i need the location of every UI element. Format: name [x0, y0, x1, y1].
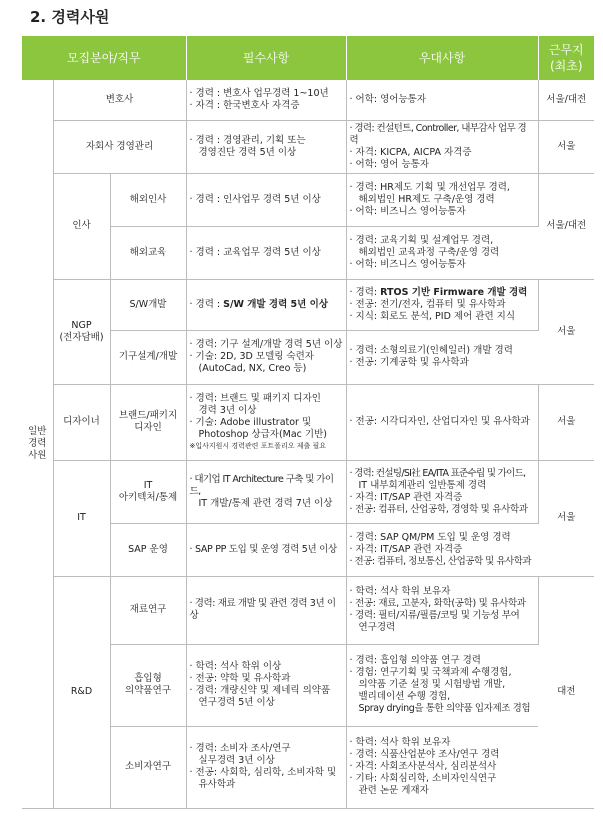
text-line: · 기술: Adobe illustrator 및: [189, 417, 312, 428]
preferred-cell: [346, 384, 538, 460]
group-label: 일반 경력 사원: [22, 80, 53, 808]
required-cell: [186, 644, 346, 726]
text-line: · 경력: 재료 개발 및 관련 경력 3년 이상: [189, 598, 336, 621]
text-line: 해외법인 교육과정 구축/운영 경력: [358, 246, 500, 258]
text-line: 관련 논문 게재자: [358, 785, 429, 796]
text-line: · 경력: RTOS 기반 Firmware 개발 경력: [349, 286, 528, 298]
required-cell: [186, 330, 346, 384]
text-line: 연구경력: [358, 622, 396, 633]
required-cell: [186, 226, 346, 279]
text-line: · 학력: 석사 학위 보유자: [349, 586, 451, 597]
text-line: · 자격: 사회조사분석사, 심리분석사: [349, 761, 497, 772]
text-line: · 전공: 사회학, 심리학, 소비자학 및: [189, 767, 337, 778]
text-line: · 경력: 흡입형 의약품 연구 경력: [349, 655, 481, 666]
text-line: · 경력: HR제도 기획 및 개선업무 경력,: [349, 181, 510, 193]
text-line: · 전공: 약학 및 유사학과: [189, 673, 291, 684]
text-line: · 경력: 교육기획 및 설계업무 경력,: [349, 234, 494, 246]
category-label: 디자이너: [53, 384, 110, 460]
required-cell: [186, 726, 346, 808]
portfolio-note: ※입사지원시 경력관련 포트폴리오 제출 필요: [189, 442, 326, 450]
preferred-cell: [346, 330, 538, 384]
header-field: 모집분야/직무: [22, 36, 186, 80]
job-name: 기구설계/개발: [110, 330, 186, 384]
job-name: IT 아키텍처/통제: [110, 460, 186, 523]
text-line: Spray drying을 통한 의약품 입자제조 경험: [358, 703, 531, 714]
text-line: · 기타: 사회심리학, 소비자인식연구: [349, 773, 497, 784]
location-cell: 서울: [538, 384, 594, 460]
text-line: · 자격 : 한국변호사 자격증: [189, 99, 300, 111]
text-line: · 경력: 컨설턴트, Controller, 내부감사 업무 경력: [349, 122, 527, 146]
text-line: · 어학: 비즈니스 영어능통자: [349, 258, 466, 270]
preferred-cell: [346, 279, 538, 330]
job-name: S/W개발: [110, 279, 186, 330]
text-line: · 경력: 필터/지류/필름/코팅 및 기능성 부여: [349, 610, 520, 621]
job-name: 브랜드/패키지 디자인: [110, 384, 186, 460]
preferred-cell: [346, 226, 538, 279]
category-label: IT: [53, 460, 110, 576]
category-label: 인사: [53, 173, 110, 279]
preferred-cell: [346, 726, 538, 808]
text-line: 경력 3년 이상: [198, 405, 257, 416]
text-line: · 어학: 영어능통자: [349, 93, 426, 105]
text-line: 유사학과: [198, 779, 236, 790]
location-cell: 서울: [538, 279, 594, 384]
required-cell: [186, 523, 346, 576]
preferred-cell: [346, 460, 538, 523]
table-row: [22, 384, 594, 460]
job-name: 재료연구: [110, 576, 186, 644]
text-line: · 전공: 기계공학 및 유사학과: [349, 357, 469, 368]
text-line: 연구경력 5년 이상: [198, 697, 275, 708]
text-line: · 경력: 소비자 조사/연구: [189, 743, 291, 754]
table-row: [22, 173, 594, 226]
text-line: · 경력 : S/W 개발 경력 5년 이상: [189, 298, 329, 310]
text-line: · 기술: 2D, 3D 모델링 숙련자: [189, 351, 314, 362]
required-cell: [186, 80, 346, 120]
preferred-cell: [346, 576, 538, 644]
header-required: 필수사항: [186, 36, 346, 80]
text-line: · 경력: 개량신약 및 제네릭 의약품: [189, 685, 331, 696]
table-row: [22, 460, 594, 523]
text-line: · 전공: 시각디자인, 산업디자인 및 유사학과: [349, 416, 530, 427]
job-name: 해외교육: [110, 226, 186, 279]
text-line: · 전공: 재료, 고분자, 화학(공학) 및 유사학과: [349, 598, 526, 609]
required-cell: [186, 279, 346, 330]
location-cell: 서울: [538, 120, 594, 173]
text-line: · 경력: 식품산업분야 조사/연구 경력: [349, 749, 500, 760]
text-line: · 경험: 연구기획 및 국책과제 수행경험,: [349, 667, 512, 678]
table-header-row: [22, 36, 594, 80]
text-line: · 자격: IT/SAP 관련 자격증: [349, 491, 463, 503]
table-row: [22, 576, 594, 644]
required-cell: [186, 384, 346, 460]
table-row: [22, 279, 594, 330]
text-line: 의약품 기준 설정 및 시험방법 개발,: [358, 679, 506, 690]
category-label: R&D: [53, 576, 110, 808]
location-cell: 서울: [538, 460, 594, 576]
text-line: · 어학: 비즈니스 영어능통자: [349, 205, 466, 217]
text-line: (AutoCad, NX, Creo 등): [198, 363, 307, 374]
required-cell: [186, 460, 346, 523]
job-table: [22, 36, 594, 809]
text-line: · 경력: 소형의료기(인헤일러) 개발 경력: [349, 345, 513, 356]
table-row: [22, 80, 594, 120]
location-cell: 대전: [538, 576, 594, 808]
text-line: · 학력: 석사 학위 보유자: [349, 737, 451, 748]
location-cell: 서울/대전: [538, 173, 594, 279]
header-location: 근무지 (최초): [538, 36, 594, 80]
text-line: · 자격: IT/SAP 관련 자격증: [349, 543, 463, 555]
job-name: 흡입형 의약품연구: [110, 644, 186, 726]
job-name: SAP 운영: [110, 523, 186, 576]
text-line: · 전공: 전기/전자, 컴퓨터 및 유사학과: [349, 298, 506, 310]
header-preferred: 우대사항: [346, 36, 538, 80]
text-line: · 자격: KICPA, AICPA 자격증: [349, 146, 472, 158]
text-line: Photoshop 상급자(Mac 기반): [198, 429, 327, 440]
job-name: 자회사 경영관리: [53, 120, 186, 173]
text-line: 밸리데이션 수행 경험,: [358, 691, 451, 702]
text-line: · 학력: 석사 학위 이상: [189, 661, 282, 672]
text-line: 해외법인 HR제도 구축/운영 경력: [358, 193, 495, 205]
required-cell: [186, 120, 346, 173]
text-line: · 경력: 컨설팅/SI社 EA/ITA 표준수립 및 가이드,: [349, 467, 526, 479]
text-line: · 경력: 기구 설계/개발 경력 5년 이상: [189, 339, 343, 350]
preferred-cell: [346, 173, 538, 226]
text-line: IT 내부회계관리 일반통제 경력: [358, 479, 487, 491]
text-line: · 경력: SAP QM/PM 도입 및 운영 경력: [349, 531, 511, 543]
job-name: 해외인사: [110, 173, 186, 226]
text-line: 실무경력 3년 이상: [198, 755, 275, 766]
preferred-cell: [346, 80, 538, 120]
text-line: 경영진단 경력 5년 이상: [198, 146, 297, 158]
text-line: · 어학: 영어 능통자: [349, 158, 430, 170]
text-line: · SAP PP 도입 및 운영 경력 5년 이상: [189, 543, 337, 555]
preferred-cell: [346, 120, 538, 173]
required-cell: [186, 576, 346, 644]
table-row: [22, 120, 594, 173]
page-title: 2. 경력사원: [30, 8, 110, 26]
text-line: · 경력 : 인사업무 경력 5년 이상: [189, 193, 321, 205]
text-line: · 지식: 회로도 분석, PID 제어 관련 지식: [349, 310, 516, 322]
text-line: · 경력 : 교육업무 경력 5년 이상: [189, 246, 321, 258]
text-line: · 대기업 IT Architecture 구축 및 가이드,: [189, 473, 334, 497]
preferred-cell: [346, 523, 538, 576]
required-cell: [186, 173, 346, 226]
job-name: 변호사: [53, 80, 186, 120]
category-label: NGP (전자담배): [53, 279, 110, 384]
text-line: · 경력 : 변호사 업무경력 1~10년: [189, 87, 329, 99]
text-line: · 경력: 브랜드 및 패키지 디자인: [189, 393, 321, 404]
text-line: IT 개발/통제 관련 경력 7년 이상: [198, 497, 333, 509]
text-line: · 전공: 컴퓨터, 정보통신, 산업공학 및 유사학과: [349, 555, 532, 567]
preferred-cell: [346, 644, 538, 726]
location-cell: 서울/대전: [538, 80, 594, 120]
text-line: · 경력 : 경영관리, 기획 또는: [189, 134, 306, 146]
job-name: 소비자연구: [110, 726, 186, 808]
text-line: · 전공: 컴퓨터, 산업공학, 경영학 및 유사학과: [349, 503, 528, 515]
